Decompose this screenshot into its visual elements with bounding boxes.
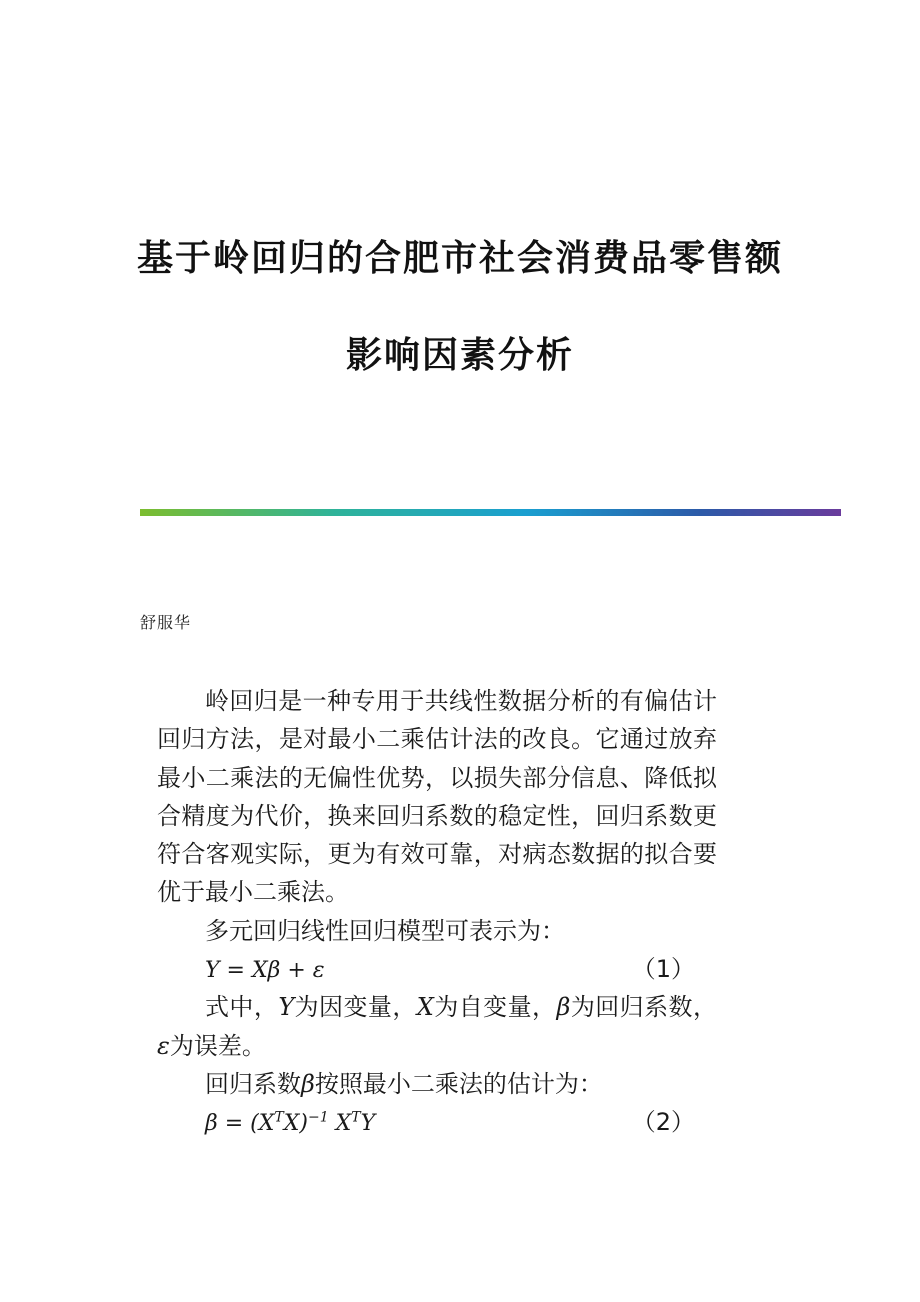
symbol-x: X bbox=[416, 993, 434, 1022]
text-fragment: 为自变量， bbox=[433, 993, 557, 1022]
paragraph-intro: 岭回归是一种专用于共线性数据分析的有偏估计回归方法，是对最小二乘估计法的改良。它通过放弃最小二乘法的无偏性优势，以损失部分信息、降低拟合精度为代价，换来回归系数的稳定性，回归系数更符合客观实际，更为有效可靠，对病态数据的拟合要优于最小二乘法。 bbox=[157, 687, 717, 907]
text-fragment: 按照最小二乘法的估计为： bbox=[314, 1069, 603, 1098]
formula-superscript: −1 bbox=[307, 1109, 329, 1126]
text-fragment: 为回归系数， bbox=[570, 993, 717, 1022]
text-fragment: 为误差。 bbox=[169, 1031, 266, 1060]
equation-1-number: （1） bbox=[631, 955, 695, 984]
equation-1 bbox=[157, 950, 717, 988]
document-title-line-2: 影响因素分析 bbox=[345, 334, 574, 376]
symbol-y: Y bbox=[278, 993, 295, 1022]
symbol-beta: β bbox=[301, 1069, 315, 1098]
equation-1-formula: Y = Xβ + ε bbox=[205, 958, 325, 984]
text-fragment: 回归系数 bbox=[205, 1069, 301, 1098]
formula-superscript: T bbox=[274, 1109, 284, 1126]
document-title-line-1: 基于岭回归的合肥市社会消费品零售额 bbox=[136, 237, 783, 279]
title-divider bbox=[140, 509, 841, 516]
symbol-beta: β bbox=[556, 993, 571, 1022]
formula-part: β = (X bbox=[205, 1111, 275, 1137]
formula-superscript: T bbox=[351, 1109, 361, 1126]
equation-2 bbox=[157, 1103, 717, 1141]
paragraph-estimate bbox=[157, 1065, 717, 1103]
formula-part: Y bbox=[360, 1111, 376, 1137]
text-fragment: 式中， bbox=[205, 993, 279, 1022]
text-fragment: 为因变量， bbox=[294, 993, 417, 1022]
equation-2-formula bbox=[205, 1111, 375, 1136]
paragraph-variables bbox=[157, 988, 717, 1065]
equation-2-number: （2） bbox=[631, 1108, 695, 1137]
author-name: 舒服华 bbox=[140, 613, 192, 632]
symbol-epsilon: ε bbox=[157, 1031, 170, 1060]
paragraph-model-intro: 多元回归线性回归模型可表示为： bbox=[205, 916, 565, 945]
article-body bbox=[157, 682, 717, 1142]
formula-part: X) bbox=[283, 1111, 308, 1137]
formula-part: X bbox=[328, 1111, 352, 1137]
